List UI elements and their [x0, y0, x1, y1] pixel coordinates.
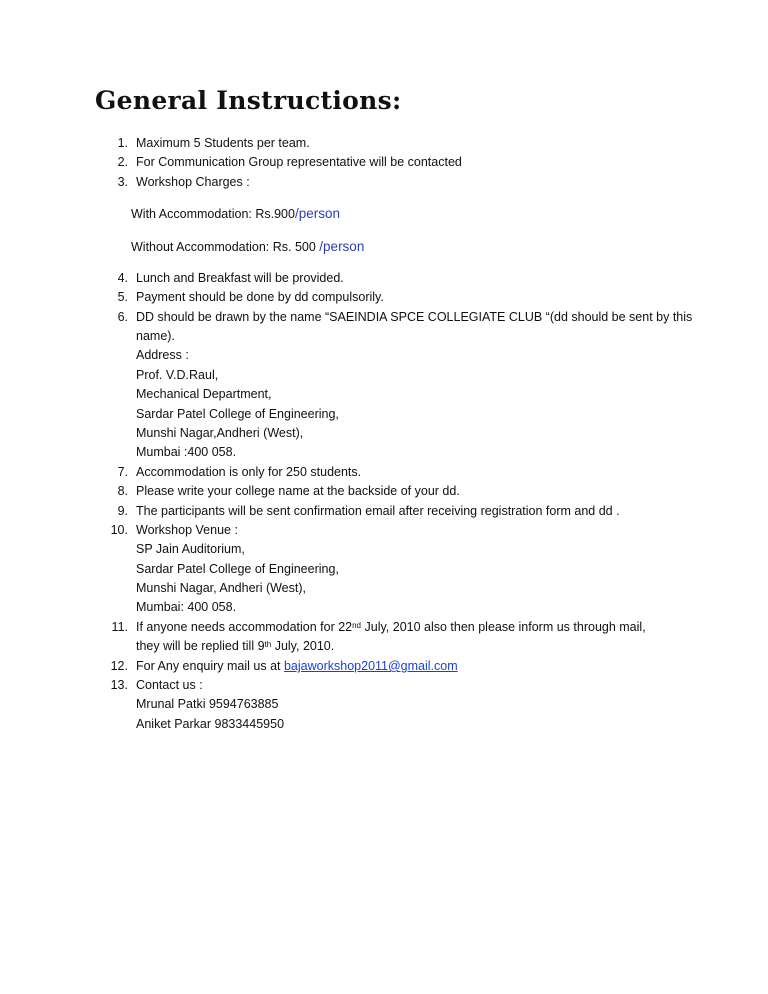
item-text: Workshop Charges :	[136, 175, 250, 189]
item-number: 11.	[111, 620, 128, 634]
item-number: 5.	[117, 290, 128, 304]
document-page: General Instructions: 1. Maximum 5 Students per team. 2. For Communication Group representative will be contacted 3. Workshop Charges : With Accommodation: Rs.900/person Without Accommodation: Rs. 500 /person 4. Lunch and Breakfast will be provided. 5. Payment should be done by dd compulsorily. 6. DD should be drawn by the name “SAEINDIA SPCE COLLEGIATE CLUB “(dd should be sent by this name). Address : Prof. V.D.Raul, Mechanical Department, Sardar Patel College of Engineering, Munshi Nagar,Andheri (West), Mumbai :400 058. 7. Accommodation is only for 250 students. 8. Please write your college name at the backside of your dd. 9. The participants will be sent confirmation email after receiving registration form and dd . 10. Workshop Venue : SP Jain Auditorium, Sardar Patel College of Engineering, Munshi Nagar, Andheri (West), Mumbai: 400 058. 11. If anyone needs accommodation for 22nd July, 2010 also then please inform us through mail, they will be replied till 9th July, 2010. 12. For Any enquiry mail us at bajaworkshop2011@gmail.com 13. Contact us : Mrunal Patki 9594763885 Aniket Parkar 9833445950	[95, 86, 693, 731]
item-text: Lunch and Breakfast will be provided.	[136, 271, 344, 285]
item-number: 4.	[117, 271, 128, 285]
item-text: Contact us :	[136, 678, 203, 692]
item-number: 13.	[110, 678, 128, 692]
charge-label: Without Accommodation: Rs. 500	[131, 240, 316, 254]
item-text: For Communication Group representative will be contacted	[136, 155, 462, 169]
item-number: 1.	[117, 136, 128, 150]
item-number: 3.	[117, 175, 128, 189]
item-text: Accommodation is only for 250 students.	[136, 465, 362, 479]
item-text: The participants will be sent confirmation email after receiving registration form and dd .	[136, 504, 620, 518]
charge-label: With Accommodation: Rs.900	[131, 207, 295, 221]
item-number: 12.	[110, 659, 128, 673]
charge-with-accommodation	[131, 204, 340, 224]
item-text: Maximum 5 Students per team.	[136, 136, 310, 150]
item-text: name).	[136, 329, 175, 343]
page-title: General Instructions:	[95, 86, 402, 115]
email-link[interactable]: bajaworkshop2011@gmail.com	[283, 659, 458, 673]
item-number: 2.	[117, 155, 128, 169]
charge-unit: /person	[319, 239, 365, 254]
item-text: DD should be drawn by the name “SAEINDIA SPCE COLLEGIATE CLUB “(dd should be sent by this	[136, 310, 693, 324]
item-text: Payment should be done by dd compulsorily.	[136, 290, 384, 304]
item-text: If anyone needs accommodation for 22nd July, 2010 also then please inform us through mail,	[136, 620, 646, 634]
item-number: 9.	[117, 504, 128, 518]
item-number: 8.	[117, 484, 128, 498]
item-text: For Any enquiry mail us at bajaworkshop2011@gmail.com	[136, 659, 458, 673]
item-text: Workshop Venue :	[136, 523, 238, 537]
charge-unit: /person	[294, 206, 340, 221]
item-text: they will be replied till 9th July, 2010.	[136, 639, 335, 653]
item-number: 7.	[117, 465, 128, 479]
item-number: 10.	[110, 523, 128, 537]
charge-without-accommodation	[131, 237, 364, 257]
item-number: 6.	[117, 310, 128, 324]
item-text: Please write your college name at the backside of your dd.	[136, 484, 460, 498]
